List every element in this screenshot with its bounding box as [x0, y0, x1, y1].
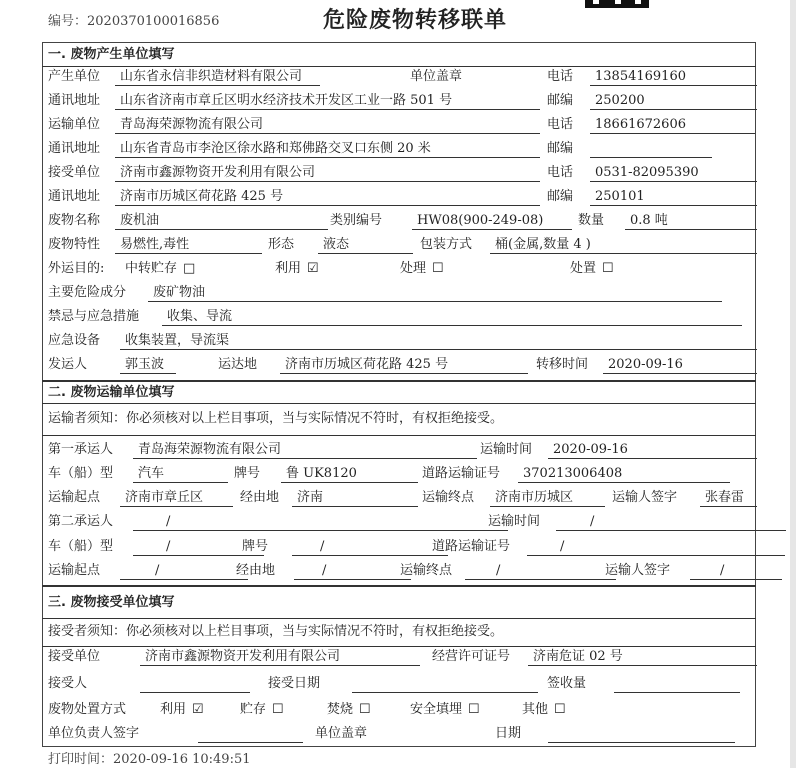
dest-label: 运达地 [218, 357, 258, 372]
carrier2-vehicle-label: 车（船）型 [48, 539, 114, 554]
carrier-phone-field[interactable]: 18661672606 [590, 117, 755, 134]
carrier2-start-label: 运输起点 [48, 563, 101, 578]
checkbox-icon[interactable]: ☐ [359, 702, 371, 717]
carrier1-field[interactable]: 青岛海荣源物流有限公司 [133, 442, 477, 459]
responsible-sign-label: 单位负责人签字 [48, 726, 140, 741]
disposal-option-label: 安全填埋 [410, 702, 463, 717]
disposal-method-label: 废物处置方式 [48, 702, 127, 717]
carrier1-plate-field[interactable]: 鲁 UK8120 [281, 466, 418, 483]
accept-unit-field[interactable]: 济南市鑫源物资开发利用有限公司 [140, 649, 420, 666]
producer-addr-label: 通讯地址 [48, 93, 101, 108]
unit-seal-label: 单位盖章 [315, 726, 368, 741]
receiver-zip-field[interactable]: 250101 [590, 189, 757, 206]
print-time-value: 2020-09-16 10:49:51 [113, 752, 251, 767]
disposal-option[interactable] [240, 702, 284, 718]
receiver-notice: 接受者须知：你必须核对以上栏目事项，当与实际情况不符时，有权拒绝接受。 [48, 624, 504, 639]
accept-unit-label: 接受单位 [48, 649, 101, 664]
carrier-phone-label: 电话 [547, 117, 574, 132]
purpose-option[interactable] [400, 261, 444, 277]
qr-code-fragment [585, 0, 649, 8]
receiver-field[interactable]: 济南市鑫源物资开发利用有限公司 [115, 165, 540, 182]
receiver-addr-field[interactable]: 济南市历城区荷花路 425 号 [115, 189, 540, 206]
document-title: 危险废物转移联单 [323, 8, 508, 33]
carrier1-label: 第一承运人 [48, 442, 114, 457]
accept-date-field[interactable] [352, 676, 538, 693]
shipper-field[interactable]: 郭玉波 [120, 357, 176, 374]
emergency-label: 禁忌与应急措施 [48, 309, 140, 324]
qty-label: 数量 [578, 213, 605, 228]
table-divider [42, 403, 756, 404]
disposal-option-label: 焚烧 [327, 702, 354, 717]
receiver-zip-label: 邮编 [547, 189, 574, 204]
disposal-option-label: 利用 [160, 702, 187, 717]
purpose-option[interactable] [275, 261, 319, 277]
seal-label: 单位盖章 [410, 69, 463, 84]
table-divider [42, 618, 756, 619]
purpose-option-label: 利用 [275, 261, 302, 276]
accept-amount-label: 签收量 [547, 676, 587, 691]
carrier1-sign-field[interactable]: 张春雷 [700, 490, 757, 507]
license-field[interactable]: 济南危证 02 号 [528, 649, 757, 666]
table-divider [42, 435, 756, 436]
accept-amount-field[interactable] [614, 676, 740, 693]
carrier2-field[interactable]: / [133, 514, 508, 531]
carrier1-via-label: 经由地 [240, 490, 280, 505]
disposal-option[interactable] [327, 702, 371, 718]
producer-phone-label: 电话 [547, 69, 574, 84]
equipment-field[interactable]: 收集装置，导流渠 [120, 333, 757, 350]
producer-zip-field[interactable]: 250200 [590, 93, 757, 110]
license-label: 经营许可证号 [432, 649, 511, 664]
receiver-label: 接受单位 [48, 165, 101, 180]
purpose-option-label: 中转贮存 [125, 261, 178, 276]
carrier-addr-field[interactable]: 山东省青岛市李沧区徐水路和郑佛路交叉口东侧 20 米 [115, 141, 540, 158]
purpose-option[interactable] [125, 261, 195, 277]
purpose-option-label: 处置 [570, 261, 597, 276]
carrier1-start-field[interactable]: 济南市章丘区 [120, 490, 233, 507]
table-divider [42, 66, 756, 67]
table-divider [42, 585, 756, 587]
carrier-addr-label: 通讯地址 [48, 141, 101, 156]
sign-date-field[interactable] [548, 726, 735, 743]
carrier1-permit-label: 道路运输证号 [422, 466, 501, 481]
checkbox-icon[interactable]: ☑ [307, 261, 319, 276]
carrier1-end-label: 运输终点 [422, 490, 475, 505]
checkbox-icon[interactable]: ☐ [554, 702, 566, 717]
property-label: 废物特性 [48, 237, 101, 252]
table-divider [42, 646, 756, 647]
print-time [48, 752, 251, 768]
hazard-field[interactable]: 废矿物油 [148, 285, 722, 302]
producer-phone-field[interactable]: 13854169160 [590, 69, 757, 86]
producer-label: 产生单位 [48, 69, 101, 84]
carrier1-vehicle-label: 车（船）型 [48, 466, 114, 481]
accept-person-label: 接受人 [48, 676, 88, 691]
equipment-label: 应急设备 [48, 333, 101, 348]
accept-person-field[interactable] [140, 676, 250, 693]
package-field[interactable]: 桶(金属,数量 4 ) [490, 237, 757, 254]
carrier-zip-label: 邮编 [547, 141, 574, 156]
qty-field[interactable]: 0.8 吨 [625, 213, 757, 230]
waste-name-label: 废物名称 [48, 213, 101, 228]
carrier-zip-field[interactable] [590, 141, 712, 158]
form-label: 形态 [268, 237, 295, 252]
carrier2-start-field[interactable]: / [120, 563, 248, 580]
section-3-heading: 三. 废物接受单位填写 [48, 595, 175, 610]
receiver-addr-label: 通讯地址 [48, 189, 101, 204]
disposal-option[interactable] [522, 702, 566, 718]
carrier2-label: 第二承运人 [48, 514, 114, 529]
carrier2-time-field[interactable]: / [556, 514, 786, 531]
hazard-label: 主要危险成分 [48, 285, 127, 300]
carrier2-end-label: 运输终点 [400, 563, 453, 578]
carrier1-start-label: 运输起点 [48, 490, 101, 505]
checkbox-icon[interactable]: ☐ [272, 702, 284, 717]
carrier-field[interactable]: 青岛海荣源物流有限公司 [115, 117, 540, 134]
carrier2-sign-field[interactable]: / [690, 563, 782, 580]
property-field[interactable]: 易燃性,毒性 [115, 237, 262, 254]
carrier2-via-label: 经由地 [236, 563, 276, 578]
carrier1-time-field[interactable]: 2020-09-16 [548, 442, 757, 459]
dest-field[interactable]: 济南市历城区荷花路 425 号 [280, 357, 528, 374]
carrier2-end-field[interactable]: / [465, 563, 616, 580]
carrier2-via-field[interactable]: / [294, 563, 411, 580]
accept-date-label: 接受日期 [268, 676, 321, 691]
serial-label: 编号： [48, 14, 88, 29]
carrier2-permit-label: 道路运输证号 [432, 539, 511, 554]
disposal-option[interactable] [160, 702, 204, 718]
package-label: 包装方式 [420, 237, 473, 252]
section-1-heading: 一. 废物产生单位填写 [48, 47, 175, 62]
transfer-time-field[interactable]: 2020-09-16 [603, 357, 757, 374]
purpose-option[interactable] [570, 261, 614, 277]
section-2-heading: 二. 废物运输单位填写 [48, 385, 175, 400]
carrier1-vehicle-field[interactable]: 汽车 [133, 466, 228, 483]
disposal-option[interactable] [410, 702, 480, 718]
disposal-option-label: 贮存 [240, 702, 267, 717]
carrier-label: 运输单位 [48, 117, 101, 132]
page-edge [790, 0, 796, 768]
carrier1-plate-label: 牌号 [234, 466, 261, 481]
shipper-label: 发运人 [48, 357, 88, 372]
checkbox-icon[interactable]: ☐ [602, 261, 614, 276]
category-label: 类别编号 [330, 213, 383, 228]
checkbox-icon[interactable]: ☑ [192, 702, 204, 717]
carrier2-time-label: 运输时间 [488, 514, 541, 529]
carrier2-vehicle-field[interactable]: / [133, 539, 264, 556]
producer-addr-field[interactable]: 山东省济南市章丘区明水经济技术开发区工业一路 501 号 [115, 93, 540, 110]
carrier1-sign-label: 运输人签字 [612, 490, 678, 505]
receiver-phone-label: 电话 [547, 165, 574, 180]
checkbox-icon[interactable]: ☐ [432, 261, 444, 276]
purpose-option-label: 处理 [400, 261, 427, 276]
producer-zip-label: 邮编 [547, 93, 574, 108]
carrier1-end-field[interactable]: 济南市历城区 [490, 490, 605, 507]
checkbox-icon[interactable]: ☐ [468, 702, 480, 717]
category-field[interactable]: HW08(900-249-08) [412, 213, 572, 230]
emergency-field[interactable]: 收集、导流 [162, 309, 742, 326]
transport-notice: 运输者须知：你必须核对以上栏目事项，当与实际情况不符时，有权拒绝接受。 [48, 411, 504, 426]
serial-value: 2020370100016856 [87, 14, 220, 29]
waste-name-field[interactable]: 废机油 [115, 213, 328, 230]
checkbox-icon[interactable]: □ [183, 261, 196, 276]
carrier2-sign-label: 运输人签字 [605, 563, 671, 578]
print-time-label: 打印时间： [48, 752, 114, 767]
carrier2-plate-field[interactable]: / [292, 539, 448, 556]
receiver-phone-field[interactable]: 0531-82095390 [590, 165, 757, 182]
responsible-sign-field[interactable] [198, 726, 303, 743]
carrier1-time-label: 运输时间 [480, 442, 533, 457]
purpose-label: 外运目的: [48, 261, 105, 276]
carrier1-permit-field[interactable]: 370213006408 [518, 466, 730, 483]
carrier2-plate-label: 牌号 [242, 539, 269, 554]
form-field[interactable]: 液态 [318, 237, 413, 254]
disposal-option-label: 其他 [522, 702, 549, 717]
producer-field[interactable]: 山东省永信非织造材料有限公司 [115, 69, 320, 86]
serial-number [48, 14, 219, 30]
transfer-time-label: 转移时间 [536, 357, 589, 372]
carrier2-permit-field[interactable]: / [527, 539, 785, 556]
table-divider [42, 380, 756, 382]
sign-date-label: 日期 [495, 726, 522, 741]
carrier1-via-field[interactable]: 济南 [292, 490, 418, 507]
